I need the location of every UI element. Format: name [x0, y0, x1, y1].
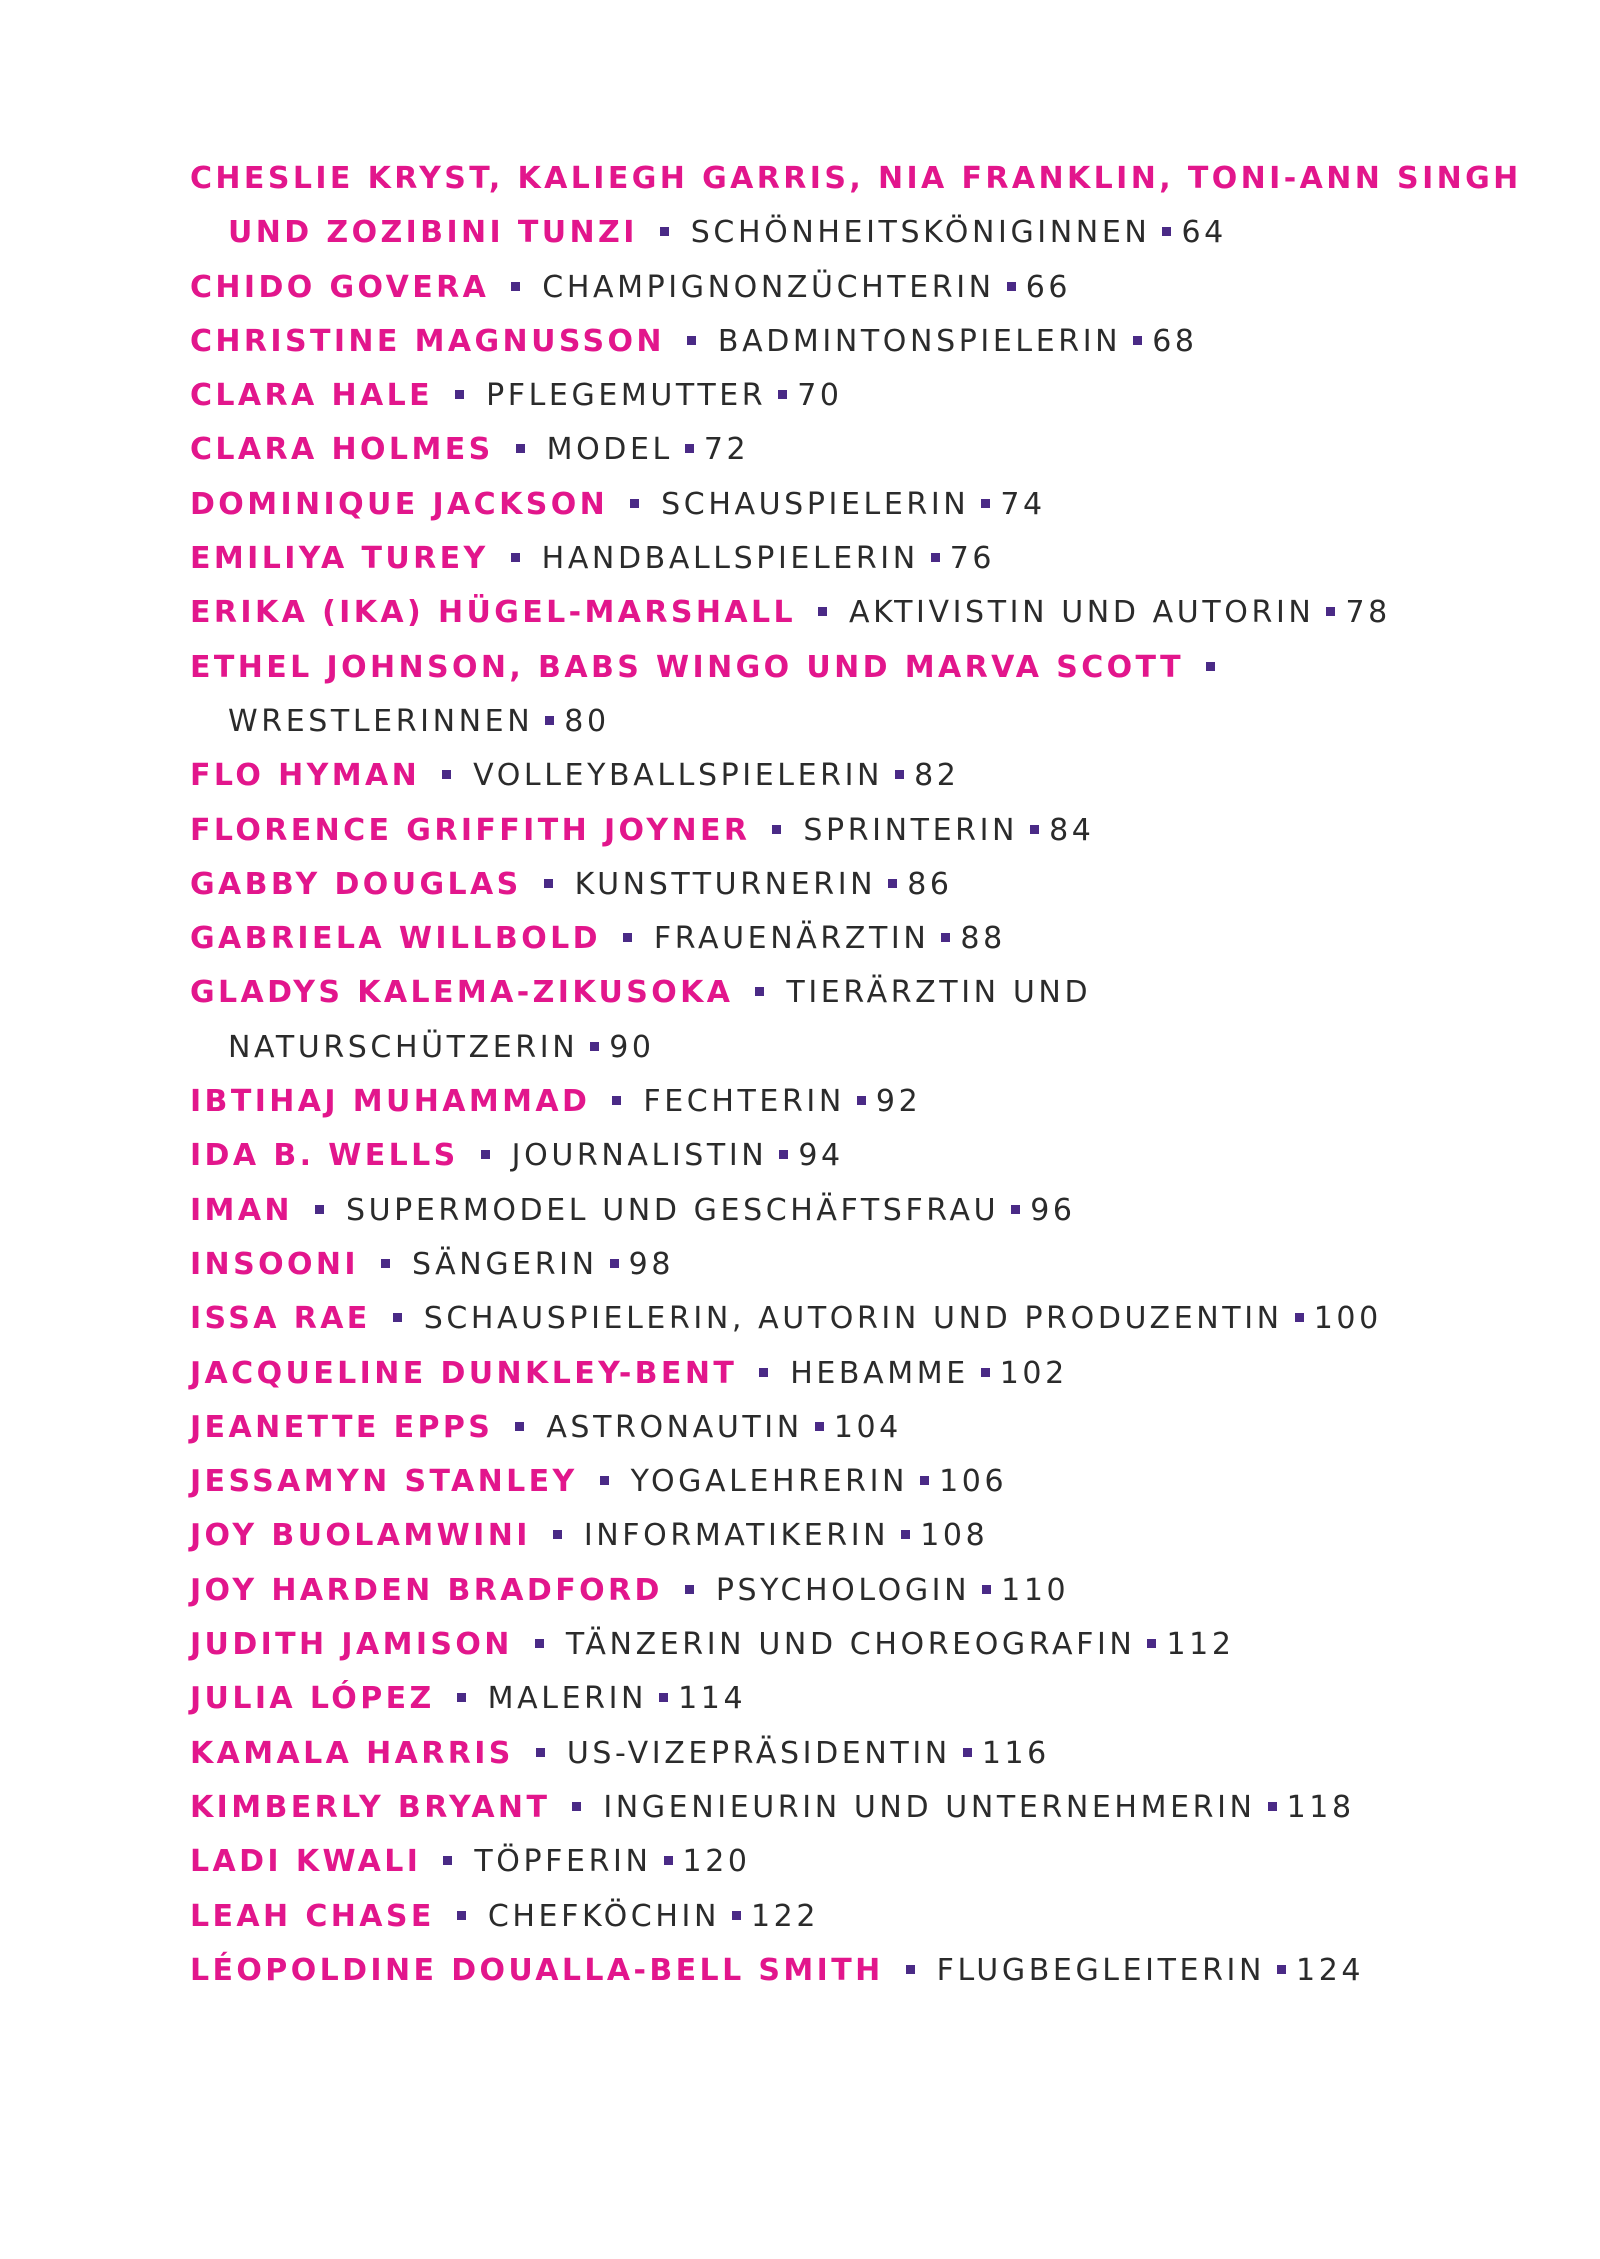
entry-name: KAMALA HARRIS: [190, 1735, 514, 1771]
entry-page: 88: [960, 921, 1006, 957]
separator-square-icon: [906, 1965, 915, 1974]
toc-entry-continuation: [190, 1021, 1490, 1075]
separator-square-icon: [941, 933, 950, 942]
toc-entry: [190, 858, 1490, 912]
toc-entry: [190, 1672, 1490, 1726]
separator-square-icon: [920, 1476, 929, 1485]
separator-square-icon: [772, 825, 781, 834]
entry-name: IMAN: [190, 1192, 293, 1228]
separator-square-icon: [443, 1856, 452, 1865]
toc-entry: [190, 1835, 1490, 1889]
toc-entry: [190, 1129, 1490, 1183]
entry-page: 72: [703, 432, 750, 468]
toc-entry: [190, 369, 1490, 423]
separator-square-icon: [755, 987, 764, 996]
separator-square-icon: [732, 1911, 741, 1920]
toc-entry: [190, 912, 1490, 966]
toc-entry: [190, 532, 1490, 586]
entry-name: CHRISTINE MAGNUSSON: [190, 323, 665, 359]
separator-square-icon: [315, 1205, 324, 1214]
separator-square-icon: [931, 553, 940, 562]
separator-square-icon: [1206, 662, 1215, 671]
entry-role: INGENIEURIN UND UNTERNEHMERIN: [603, 1789, 1256, 1825]
entry-role: SCHAUSPIELERIN, AUTORIN UND PRODUZENTIN: [423, 1301, 1283, 1337]
toc-entry-continuation: [190, 206, 1490, 260]
entry-name: ERIKA (IKA) HÜGEL-MARSHALL: [190, 595, 797, 631]
toc-entry: [190, 1292, 1490, 1346]
entry-name: JESSAMYN STANLEY: [190, 1464, 578, 1500]
entry-role: NATURSCHÜTZERIN: [228, 1029, 579, 1065]
entry-page: 82: [914, 758, 960, 794]
entry-name: LADI KWALI: [190, 1844, 422, 1880]
entry-role: SÄNGERIN: [411, 1246, 598, 1282]
separator-square-icon: [1147, 1639, 1156, 1648]
separator-square-icon: [545, 716, 554, 725]
toc-entry: [190, 1184, 1490, 1238]
separator-square-icon: [515, 1422, 524, 1431]
entry-page: 76: [949, 541, 996, 577]
separator-square-icon: [901, 1530, 910, 1539]
entry-role: MODEL: [546, 432, 673, 468]
entry-page: 84: [1049, 812, 1095, 848]
toc-entry: [190, 478, 1490, 532]
entry-name: JOY BUOLAMWINI: [190, 1518, 531, 1554]
separator-square-icon: [687, 336, 696, 345]
toc-entry: [190, 1944, 1490, 1998]
separator-square-icon: [600, 1476, 609, 1485]
toc-entry: [190, 1401, 1490, 1455]
separator-square-icon: [455, 390, 464, 399]
entry-name: FLORENCE GRIFFITH JOYNER: [190, 812, 751, 848]
separator-square-icon: [457, 1693, 466, 1702]
toc-entry: [190, 1618, 1490, 1672]
entry-name: EMILIYA TUREY: [190, 541, 489, 577]
separator-square-icon: [981, 499, 990, 508]
separator-square-icon: [888, 879, 897, 888]
separator-square-icon: [1277, 1965, 1286, 1974]
separator-square-icon: [553, 1530, 562, 1539]
entry-role: BADMINTONSPIELERIN: [717, 323, 1122, 359]
entry-role: TIERÄRZTIN UND: [786, 975, 1092, 1011]
separator-square-icon: [544, 879, 553, 888]
entry-page: 64: [1181, 215, 1227, 251]
separator-square-icon: [457, 1911, 466, 1920]
toc-entry: [190, 1347, 1490, 1401]
separator-square-icon: [516, 444, 525, 453]
separator-square-icon: [536, 1748, 545, 1757]
separator-square-icon: [1326, 607, 1335, 616]
entry-role: VOLLEYBALLSPIELERIN: [473, 758, 884, 794]
separator-square-icon: [442, 770, 451, 779]
entry-page: 102: [999, 1355, 1068, 1391]
separator-square-icon: [1162, 227, 1171, 236]
separator-square-icon: [963, 1748, 972, 1757]
entry-page: 90: [609, 1029, 655, 1065]
entry-page: 70: [797, 378, 843, 414]
separator-square-icon: [685, 444, 694, 453]
table-of-contents: [190, 152, 1522, 1998]
entry-name: JULIA LÓPEZ: [190, 1681, 435, 1717]
entry-name: LEAH CHASE: [190, 1898, 435, 1934]
toc-entry: [190, 1455, 1490, 1509]
toc-entry: [190, 1075, 1490, 1129]
toc-entry: [190, 749, 1490, 803]
separator-square-icon: [1007, 282, 1016, 291]
entry-name: CLARA HOLMES: [190, 432, 494, 468]
toc-entry: [190, 804, 1490, 858]
separator-square-icon: [630, 499, 639, 508]
separator-square-icon: [895, 770, 904, 779]
entry-name: FLO HYMAN: [190, 758, 421, 794]
entry-name: JEANETTE EPPS: [190, 1409, 494, 1445]
separator-square-icon: [778, 390, 787, 399]
entry-page: 68: [1152, 323, 1198, 359]
toc-entry: [190, 423, 1490, 477]
separator-square-icon: [982, 1585, 991, 1594]
separator-square-icon: [685, 1585, 694, 1594]
entry-role: AKTIVISTIN UND AUTORIN: [849, 595, 1315, 631]
separator-square-icon: [1011, 1205, 1020, 1214]
entry-role: CHEFKÖCHIN: [487, 1898, 720, 1934]
entry-name: IDA B. WELLS: [190, 1138, 459, 1174]
entry-page: 66: [1025, 269, 1072, 305]
separator-square-icon: [660, 227, 669, 236]
entry-role: YOGALEHRERIN: [630, 1464, 909, 1500]
entry-role: HEBAMME: [790, 1355, 969, 1391]
entry-name: INSOONI: [190, 1246, 359, 1282]
entry-page: 114: [678, 1681, 747, 1717]
entry-page: 96: [1030, 1192, 1076, 1228]
entry-page: 74: [1000, 486, 1046, 522]
toc-entry: [190, 152, 1522, 206]
entry-role: HANDBALLSPIELERIN: [541, 541, 919, 577]
entry-page: 108: [920, 1518, 989, 1554]
entry-role: TÖPFERIN: [474, 1844, 652, 1880]
entry-page: 78: [1345, 595, 1391, 631]
entry-page: 118: [1286, 1789, 1355, 1825]
toc-entry-continuation: [190, 695, 1490, 749]
entry-name: CHIDO GOVERA: [190, 269, 490, 305]
entry-name: GABBY DOUGLAS: [190, 866, 522, 902]
entry-page: 112: [1166, 1627, 1235, 1663]
separator-square-icon: [779, 1150, 788, 1159]
toc-entry: [190, 1509, 1490, 1563]
separator-square-icon: [1268, 1802, 1277, 1811]
separator-square-icon: [1133, 336, 1142, 345]
entry-role: JOURNALISTIN: [511, 1138, 768, 1174]
separator-square-icon: [572, 1802, 581, 1811]
toc-entry: [190, 1890, 1490, 1944]
toc-entry: [190, 315, 1490, 369]
separator-square-icon: [610, 1259, 619, 1268]
entry-role: KUNSTTURNERIN: [574, 866, 877, 902]
entry-page: 94: [798, 1138, 844, 1174]
entry-name: UND ZOZIBINI TUNZI: [228, 215, 638, 251]
separator-square-icon: [393, 1313, 402, 1322]
entry-role: CHAMPIGNONZÜCHTERIN: [542, 269, 995, 305]
toc-entry: [190, 261, 1490, 315]
entry-role: US-VIZEPRÄSIDENTIN: [566, 1735, 951, 1771]
separator-square-icon: [818, 607, 827, 616]
entry-name: GABRIELA WILLBOLD: [190, 921, 601, 957]
separator-square-icon: [815, 1422, 824, 1431]
entry-page: 106: [939, 1464, 1008, 1500]
separator-square-icon: [981, 1368, 990, 1377]
entry-role: SCHÖNHEITSKÖNIGINNEN: [690, 215, 1151, 251]
separator-square-icon: [481, 1150, 490, 1159]
entry-page: 122: [751, 1898, 820, 1934]
entry-role: ASTRONAUTIN: [546, 1409, 803, 1445]
separator-square-icon: [612, 1096, 621, 1105]
entry-name: ISSA RAE: [190, 1301, 371, 1337]
entry-role: FRAUENÄRZTIN: [653, 921, 930, 957]
entry-name: JACQUELINE DUNKLEY-BENT: [190, 1355, 738, 1391]
toc-entry: [190, 586, 1490, 640]
entry-role: SPRINTERIN: [803, 812, 1019, 848]
entry-name: IBTIHAJ MUHAMMAD: [190, 1084, 591, 1120]
separator-square-icon: [590, 1042, 599, 1051]
entry-role: PSYCHOLOGIN: [715, 1572, 971, 1608]
entry-page: 92: [875, 1084, 922, 1120]
entry-name: CHESLIE KRYST, KALIEGH GARRIS, NIA FRANKLIN, TONI-ANN SINGH: [190, 161, 1522, 196]
toc-entry: [190, 641, 1490, 695]
entry-name: JUDITH JAMISON: [190, 1627, 513, 1663]
separator-square-icon: [664, 1856, 673, 1865]
entry-page: 124: [1296, 1952, 1365, 1988]
entry-page: 120: [682, 1844, 751, 1880]
toc-entry: [190, 1564, 1490, 1618]
separator-square-icon: [857, 1096, 866, 1105]
entry-name: CLARA HALE: [190, 378, 434, 414]
separator-square-icon: [1295, 1313, 1304, 1322]
entry-role: TÄNZERIN UND CHOREOGRAFIN: [565, 1627, 1136, 1663]
entry-role: MALERIN: [487, 1681, 648, 1717]
entry-role: INFORMATIKERIN: [583, 1518, 890, 1554]
separator-square-icon: [1030, 825, 1039, 834]
entry-page: 86: [907, 866, 953, 902]
entry-role: PFLEGEMUTTER: [486, 378, 767, 414]
entry-name: LÉOPOLDINE DOUALLA-BELL SMITH: [190, 1952, 884, 1988]
separator-square-icon: [623, 933, 632, 942]
separator-square-icon: [381, 1259, 390, 1268]
entry-role: SUPERMODEL UND GESCHÄFTSFRAU: [345, 1192, 1000, 1228]
entry-name: JOY HARDEN BRADFORD: [190, 1572, 663, 1608]
entry-name: KIMBERLY BRYANT: [190, 1789, 551, 1825]
entry-role: FLUGBEGLEITERIN: [936, 1952, 1266, 1988]
entry-name: DOMINIQUE JACKSON: [190, 486, 609, 522]
toc-entry: [190, 1727, 1490, 1781]
entry-name: GLADYS KALEMA-ZIKUSOKA: [190, 975, 734, 1011]
separator-square-icon: [511, 553, 520, 562]
toc-entry: [190, 966, 1490, 1020]
entry-page: 100: [1313, 1301, 1382, 1337]
separator-square-icon: [535, 1639, 544, 1648]
entry-page: 116: [981, 1735, 1050, 1771]
entry-role: WRESTLERINNEN: [228, 703, 534, 739]
separator-square-icon: [659, 1693, 668, 1702]
entry-name: ETHEL JOHNSON, BABS WINGO UND MARVA SCOTT: [190, 649, 1184, 685]
toc-entry: [190, 1238, 1490, 1292]
entry-role: SCHAUSPIELERIN: [661, 486, 970, 522]
entry-page: 104: [833, 1409, 902, 1445]
entry-page: 110: [1001, 1572, 1070, 1608]
toc-entry: [190, 1781, 1490, 1835]
separator-square-icon: [511, 282, 520, 291]
entry-page: 98: [628, 1246, 675, 1282]
entry-page: 80: [564, 703, 610, 739]
separator-square-icon: [759, 1368, 768, 1377]
entry-role: FECHTERIN: [643, 1084, 845, 1120]
